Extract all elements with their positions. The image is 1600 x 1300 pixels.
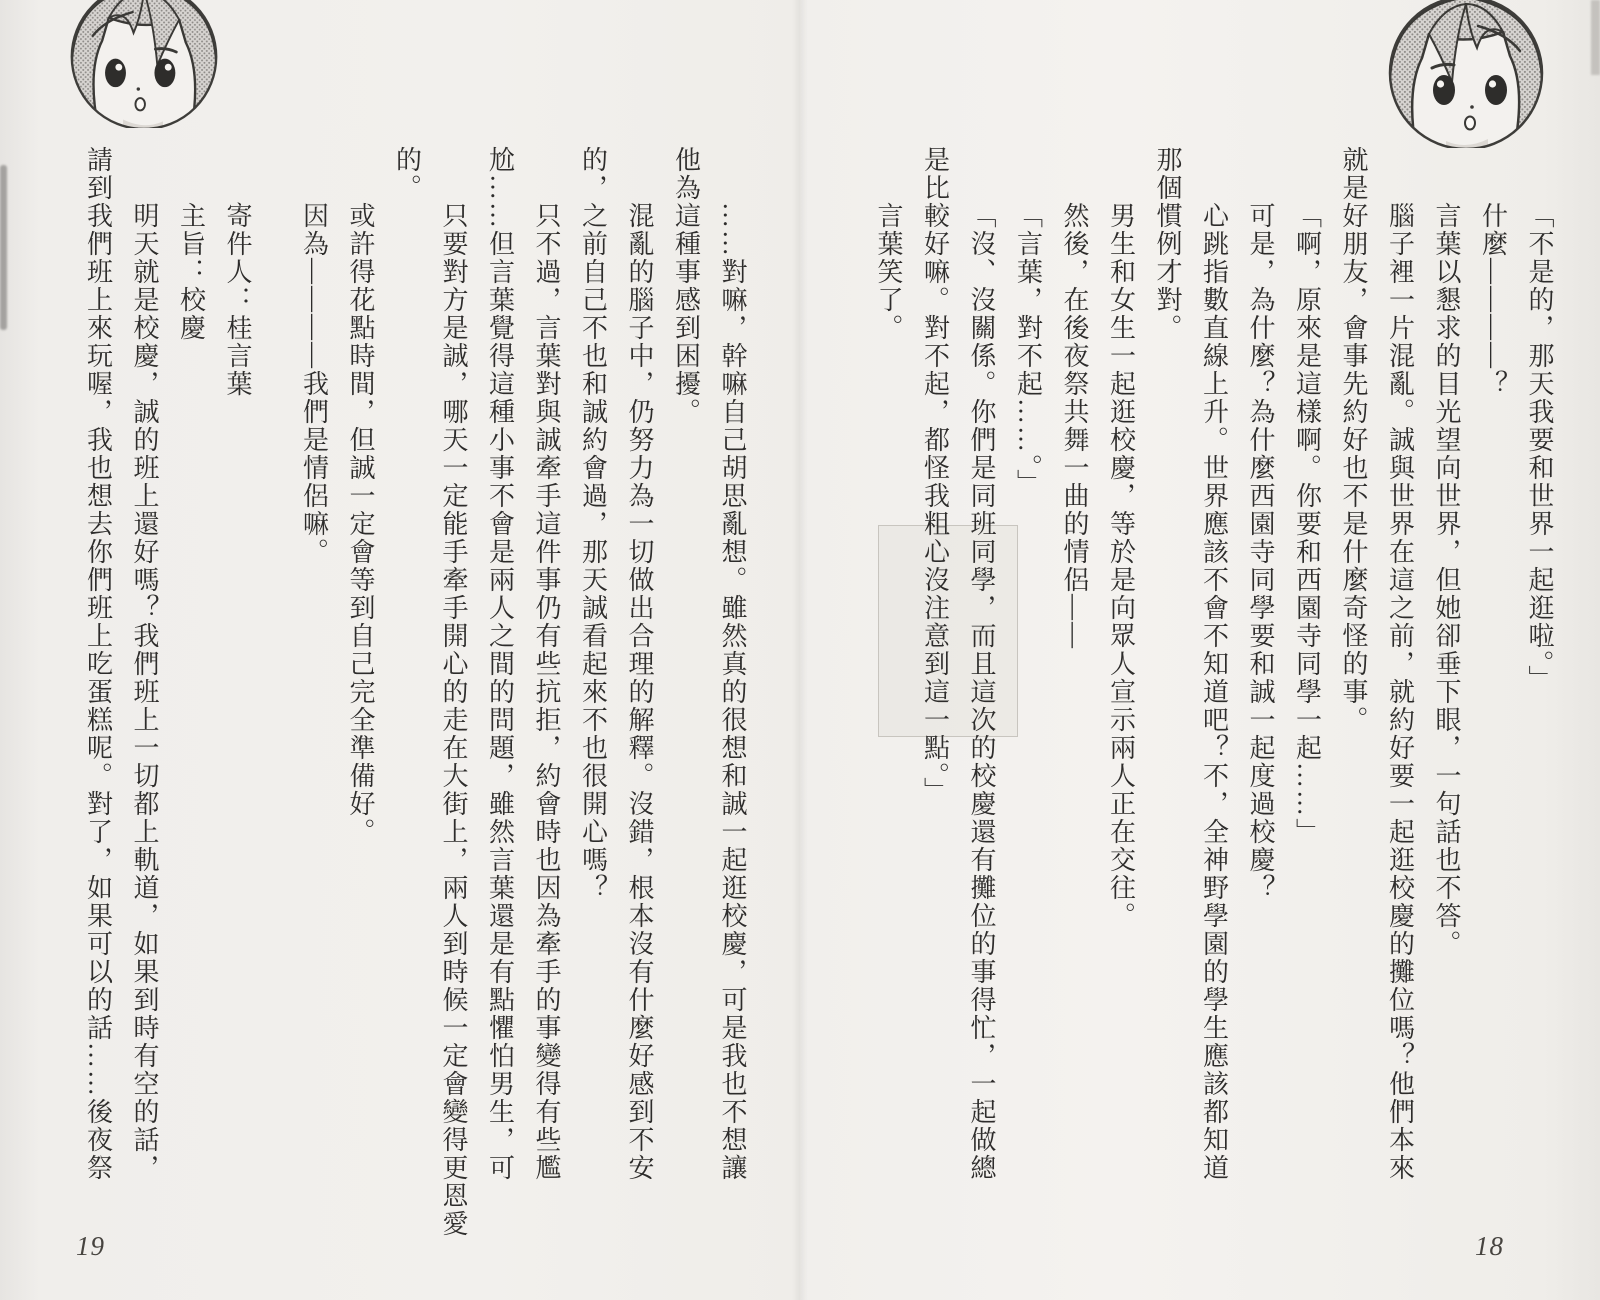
book-gutter [792, 0, 808, 1300]
text-column: 什麼————？ [1478, 202, 1508, 398]
page-edge-shadow [1591, 0, 1600, 75]
text-column: 明天就是校慶，誠的班上還好嗎？我們班上一切都上軌道，如果到時有空的話， [130, 202, 159, 1182]
text-column: 「不是的，那天我要和世界一起逛啦。」 [1525, 202, 1554, 693]
text-column: 只不過，言葉對與誠牽手這件事仍有些抗拒，約會時也因為牽手的事變得有些尷 [532, 202, 561, 1182]
text-column: 然後，在後夜祭共舞一曲的情侶—— [1060, 202, 1089, 650]
text-column: 心跳指數直線上升。世界應該不會不知道吧？不，全神野學園的學生應該都知道 [1199, 202, 1229, 1182]
text-column: 言葉笑了。 [874, 202, 903, 342]
manga-girl-face-icon [68, 0, 220, 128]
text-column: 主旨：校慶 [176, 202, 206, 342]
text-column: 的，之前自己不也和誠約會過，那天誠看起來不也很開心嗎？ [578, 146, 608, 902]
page-number: 19 [76, 1231, 105, 1261]
text-column: 男生和女生一起逛校慶，等於是向眾人宣示兩人正在交往。 [1106, 202, 1136, 930]
text-column: 腦子裡一片混亂。誠與世界在這之前，就約好要一起逛校慶的攤位嗎？他們本來 [1385, 202, 1415, 1182]
text-column: 「啊，原來是這樣啊。你要和西園寺同學一起……」 [1292, 202, 1322, 846]
text-column: 或許得花點時間，但誠一定會等到自己完全準備好。 [346, 202, 375, 846]
text-column: 「沒、沒關係。你們是同班同學，而且這次的校慶還有攤位的事得忙，一起做總 [967, 202, 996, 1182]
text-column: 就是好朋友，會事先約好也不是什麼奇怪的事。 [1339, 146, 1368, 734]
text-column: 只要對方是誠，哪天一定能手牽手開心的走在大街上，兩人到時候一定會變得更恩愛 [439, 202, 468, 1238]
text-column: 因為————我們是情侶嘛。 [299, 202, 329, 566]
page-number: 18 [1475, 1231, 1504, 1261]
text-column: 混亂的腦子中，仍努力為一切做出合理的解釋。沒錯，根本沒有什麼好感到不安 [625, 202, 654, 1182]
text-column: 可是，為什麼？為什麼西園寺同學要和誠一起度過校慶？ [1246, 202, 1275, 902]
text-column: 他為這種事感到困擾。 [671, 146, 701, 426]
text-column: 請到我們班上來玩喔，我也想去你們班上吃蛋糕呢。對了，如果可以的話……後夜祭 [83, 146, 113, 1182]
right-page [800, 0, 1600, 1300]
text-column: 尬……但言葉覺得這種小事不會是兩人之間的問題，雖然言葉還是有點懼怕男生，可 [485, 146, 515, 1182]
text-column: 的。 [392, 146, 422, 202]
text-column: 是比較好嘛。對不起，都怪我粗心沒注意到這一點。」 [920, 146, 950, 805]
text-column: ……對嘛，幹嘛自己胡思亂想。雖然真的很想和誠一起逛校慶，可是我也不想讓 [718, 202, 747, 1182]
page-edge-shadow [0, 165, 7, 330]
text-column: 「言葉，對不起……。」 [1013, 202, 1043, 497]
text-column: 寄件人：桂言葉 [223, 202, 252, 398]
text-column: 言葉以懇求的目光望向世界，但她卻垂下眼，一句話也不答。 [1432, 202, 1461, 958]
manga-girl-face-icon [1386, 0, 1546, 148]
text-column: 那個慣例才對。 [1153, 146, 1182, 342]
